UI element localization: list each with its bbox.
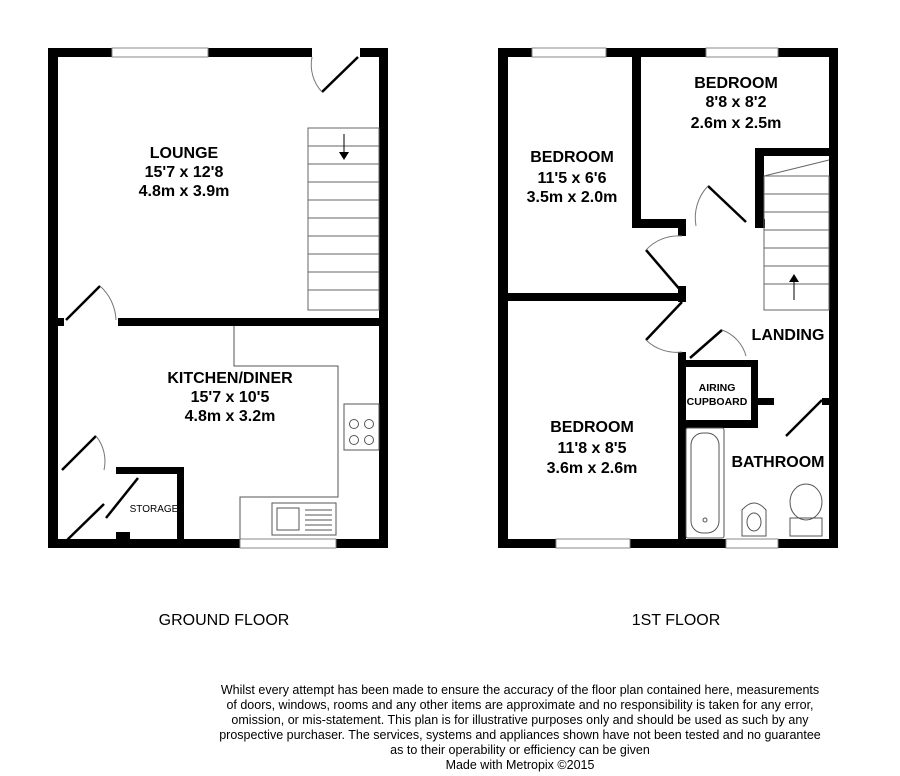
bedroom-1-door-icon xyxy=(708,186,746,222)
kitchen-imperial: 15'7 x 10'5 xyxy=(190,389,270,406)
hob-ring-icon xyxy=(365,436,374,445)
wc-cistern-icon xyxy=(790,518,822,536)
hob-ring-icon xyxy=(350,420,359,429)
ground-bottom-wall xyxy=(48,539,388,548)
hob-icon xyxy=(344,404,379,450)
metropix-credit: Made with Metropix ©2015 xyxy=(445,758,595,772)
disclaimer-line: of doors, windows, rooms and any other items are approximate and no responsibility is taken for any error, xyxy=(226,698,814,712)
bathroom-door-icon xyxy=(786,400,822,436)
bedroom-3-name: BEDROOM xyxy=(550,419,634,436)
bedroom-2-name: BEDROOM xyxy=(530,149,614,166)
airing-door-icon xyxy=(690,330,722,358)
airing-cupboard-name-line1: AIRING xyxy=(698,382,736,394)
first-left-wall xyxy=(498,48,508,548)
airing-cupboard-name-line2: CUPBOARD xyxy=(686,396,748,408)
bedroom-3-right-wall xyxy=(678,352,686,539)
airing-bottom-wall xyxy=(678,420,758,428)
stair-well-top-wall xyxy=(755,148,838,156)
front-door-icon xyxy=(322,57,358,92)
bathroom-window xyxy=(726,539,778,548)
lounge-metric: 4.8m x 3.9m xyxy=(138,183,230,200)
bedroom-2-imperial: 11'5 x 6'6 xyxy=(537,170,607,187)
bathroom-name: BATHROOM xyxy=(731,454,825,471)
airing-top-wall xyxy=(678,360,758,367)
kitchen-name: KITCHEN/DINER xyxy=(167,370,293,387)
kitchen-metric: 4.8m x 3.2m xyxy=(184,408,276,425)
landing-wall-stub-top xyxy=(678,228,686,236)
lounge-kitchen-wall-stub xyxy=(48,318,64,326)
bedroom-2-3-wall xyxy=(508,293,682,301)
lounge-kitchen-wall xyxy=(118,318,386,326)
lounge-name: LOUNGE xyxy=(149,145,219,162)
wc-bowl-icon xyxy=(790,484,822,520)
airing-door-swing-icon xyxy=(722,330,746,356)
ground-floor-label: GROUND FLOOR xyxy=(158,612,290,629)
bedroom-2-door-icon xyxy=(646,250,682,292)
bedroom-2-window xyxy=(532,48,606,57)
bedroom-3-imperial: 11'8 x 8'5 xyxy=(557,440,627,457)
bedroom-1-window xyxy=(706,48,778,57)
disclaimer-line: prospective purchaser. The services, systems and appliances shown have not been tested and no guarantee xyxy=(219,728,821,742)
first-floor-plan xyxy=(498,48,838,629)
bedroom-1-left-wall xyxy=(632,48,641,228)
bathroom-top-stub xyxy=(758,398,774,405)
side-door-icon xyxy=(62,504,104,545)
storage-name: STORAGE xyxy=(129,504,179,515)
stairs-up-arrowhead-icon xyxy=(789,274,799,282)
first-stairs xyxy=(764,160,829,310)
bathroom-top-stub-right xyxy=(822,398,838,405)
storage-bottom-stub xyxy=(116,532,130,548)
bedroom-1-name: BEDROOM xyxy=(694,75,778,92)
stair-well-wall xyxy=(755,148,764,228)
kitchen-door-swing-icon xyxy=(100,286,116,320)
ground-left-wall xyxy=(48,48,58,548)
bedroom-1-bottom-wall xyxy=(632,219,686,228)
bath-plug-icon xyxy=(703,518,707,522)
hob-ring-icon xyxy=(365,420,374,429)
back-door-icon xyxy=(62,436,96,470)
ground-right-wall xyxy=(379,48,388,548)
ground-floor-plan xyxy=(48,48,388,629)
disclaimer xyxy=(190,683,850,773)
bedroom-3-door-swing-icon xyxy=(646,340,682,352)
first-floor-label: 1ST FLOOR xyxy=(631,612,721,629)
disclaimer-line: omission, or mis-statement. This plan is for illustrative purposes only and should be used as such by any xyxy=(231,713,809,727)
bedroom-3-metric: 3.6m x 2.6m xyxy=(546,460,638,477)
basin-bowl-icon xyxy=(747,513,761,531)
airing-right-wall xyxy=(751,360,758,428)
storage-top-wall xyxy=(116,467,184,474)
disclaimer-line: as to their operability or efficiency can be given xyxy=(390,743,650,757)
bedroom-3-door-icon xyxy=(646,302,682,340)
lounge-window xyxy=(112,48,208,57)
disclaimer-line: Whilst every attempt has been made to ensure the accuracy of the floor plan contained here, measurements xyxy=(220,683,820,697)
bedroom-1-metric: 2.6m x 2.5m xyxy=(690,115,782,132)
kitchen-door-icon xyxy=(66,286,100,320)
bedroom-2-metric: 3.5m x 2.0m xyxy=(526,189,618,206)
front-door-opening xyxy=(312,48,360,57)
front-door-swing-icon xyxy=(311,57,322,92)
kitchen-worktop xyxy=(234,326,338,539)
hob-ring-icon xyxy=(350,436,359,445)
bedroom-3-window xyxy=(556,539,630,548)
landing-name: LANDING xyxy=(751,327,825,344)
bedroom-1-imperial: 8'8 x 8'2 xyxy=(705,94,767,111)
bedroom-1-door-swing-icon xyxy=(695,186,708,226)
first-bottom-wall xyxy=(498,539,838,548)
back-door-swing-icon xyxy=(96,436,105,470)
bedroom-2-door-swing-icon xyxy=(646,236,682,250)
stairs-down-arrowhead-icon xyxy=(339,152,349,160)
first-right-wall xyxy=(829,48,838,548)
lounge-imperial: 15'7 x 12'8 xyxy=(144,164,224,181)
kitchen-window xyxy=(240,539,336,548)
sink-bowl-icon xyxy=(277,508,299,530)
